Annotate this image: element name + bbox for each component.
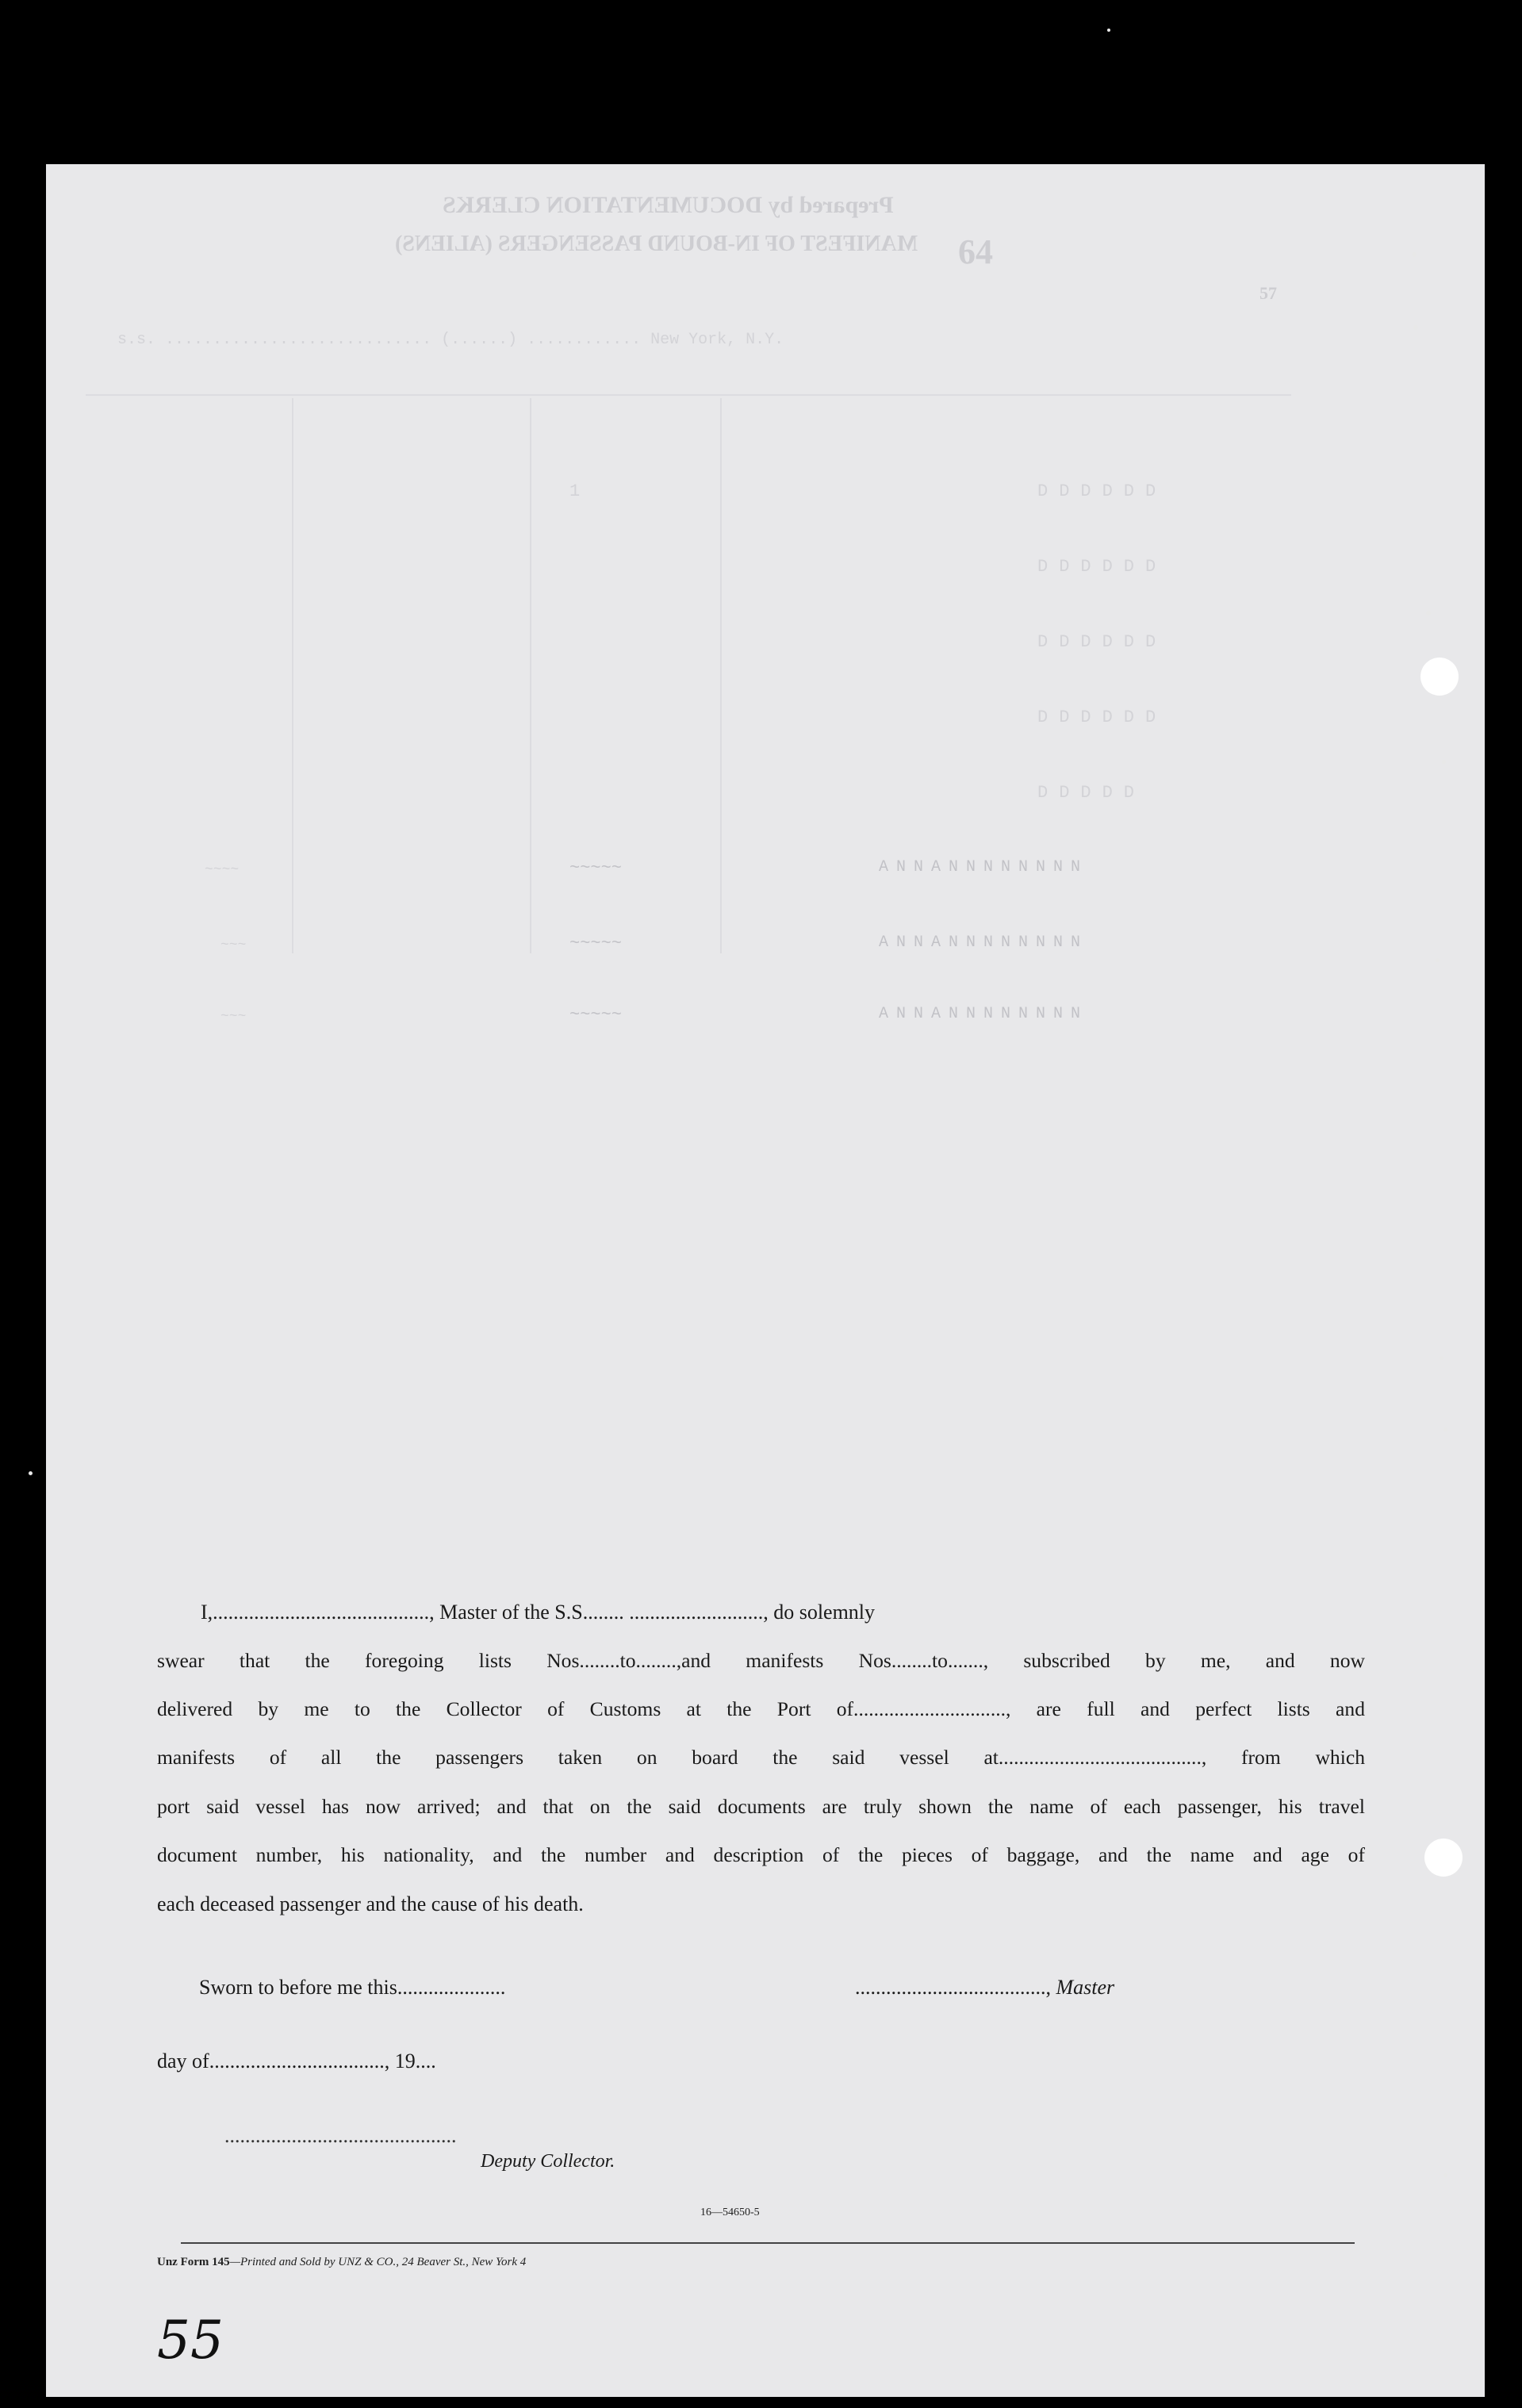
punch-hole-lower xyxy=(1424,1839,1463,1877)
bleed-row: ~~~~~ xyxy=(569,934,623,953)
footer-text xyxy=(157,2256,526,2269)
speck xyxy=(1443,1428,1447,1432)
bleed-table-col xyxy=(530,398,531,953)
manifest-page xyxy=(46,164,1485,2397)
bleed-row: DDDDDD xyxy=(1037,707,1167,727)
form-code: 16—54650-5 xyxy=(700,2207,760,2218)
bleed-row: DDDDDD xyxy=(1037,557,1167,577)
speck xyxy=(1107,29,1110,32)
oath-line-1 xyxy=(201,1600,1365,1625)
speck xyxy=(1412,252,1417,257)
bleed-row: ~~~~~ xyxy=(569,858,623,878)
bleed-prepared-by: Prepared by DOCUMENTATION CLERKS xyxy=(443,192,894,218)
bleed-row: ANNANNNNNNNN xyxy=(879,858,1089,876)
sworn-label: Sworn to before me this..................... xyxy=(199,1976,506,1999)
speck xyxy=(1442,760,1446,764)
bleed-table-col xyxy=(720,398,722,953)
bleed-row: DDDDDD xyxy=(1037,481,1167,501)
handwritten-page-number: 55 xyxy=(157,2310,224,2371)
bleed-row: ~~~ xyxy=(220,938,247,953)
bleed-row: ~~~ xyxy=(220,1009,247,1025)
speck xyxy=(1426,611,1431,615)
form-name: Unz Form 145 xyxy=(157,2256,230,2268)
oath-line-6: document number, his nationality, and the number and description of the pieces of baggage, and the name and age of xyxy=(157,1843,1365,1866)
bleed-row: DDDDD xyxy=(1037,783,1146,803)
punch-hole-upper xyxy=(1420,658,1459,696)
bleed-row: ANNANNNNNNNN xyxy=(879,1005,1089,1023)
oath-line-3: delivered by me to the Collector of Customs at the Port of.............................., are full and perfect lists and xyxy=(157,1697,1365,1720)
oath-line-2: swear that the foregoing lists Nos........to........,and manifests Nos........to......., subscribed by me, and now xyxy=(157,1649,1365,1672)
oath-line-1-b: .........................., do solemnly xyxy=(629,1601,876,1624)
speck xyxy=(1443,2173,1447,2177)
deputy-collector-dots: ............................................. xyxy=(224,2124,457,2147)
speck xyxy=(29,1471,33,1475)
bleed-row: ~~~~ xyxy=(205,862,240,878)
bleed-table-col xyxy=(292,398,293,953)
oath-line-4: manifests of all the passengers taken on board the said vessel at........................................, from which xyxy=(157,1746,1365,1769)
bleed-table-rule xyxy=(86,394,1291,396)
speck xyxy=(1413,325,1418,330)
bleed-line: s.s. ............................ (......) ............ New York, N.Y. xyxy=(117,331,784,349)
oath-line-7: each deceased passenger and the cause of his death. xyxy=(157,1892,584,1915)
bleed-row: ~~~~~ xyxy=(569,1005,623,1025)
bleed-manifest-title: MANIFEST OF IN-BOUND PASSENGERS (ALIENS) xyxy=(395,232,918,256)
bleed-page-number: 64 xyxy=(958,232,993,271)
oath-line-5: port said vessel has now arrived; and that on the said documents are truly shown the name of each passenger, his travel xyxy=(157,1795,1365,1818)
bleed-year: 57 xyxy=(1259,283,1277,303)
bleed-row: ANNANNNNNNNN xyxy=(879,934,1089,952)
master-label: Master xyxy=(1056,1976,1115,1999)
deputy-collector-label: Deputy Collector. xyxy=(481,2151,615,2172)
footer-rule xyxy=(181,2242,1355,2244)
bleed-row: DDDDDD xyxy=(1037,632,1167,652)
oath-line-1-a: I,.........................................., Master of the S.S........ xyxy=(201,1601,624,1624)
day-of-line: day of.................................., 19.... xyxy=(157,2049,436,2072)
printed-by: —Printed and Sold by UNZ & CO., 24 Beaver St., New York 4 xyxy=(229,2256,527,2268)
speck xyxy=(1436,958,1440,962)
bleed-row: 1 xyxy=(569,481,581,501)
master-dots: ....................................., xyxy=(855,1976,1056,1999)
speck xyxy=(1440,1356,1443,1360)
master-signature-line xyxy=(855,1976,1114,2000)
